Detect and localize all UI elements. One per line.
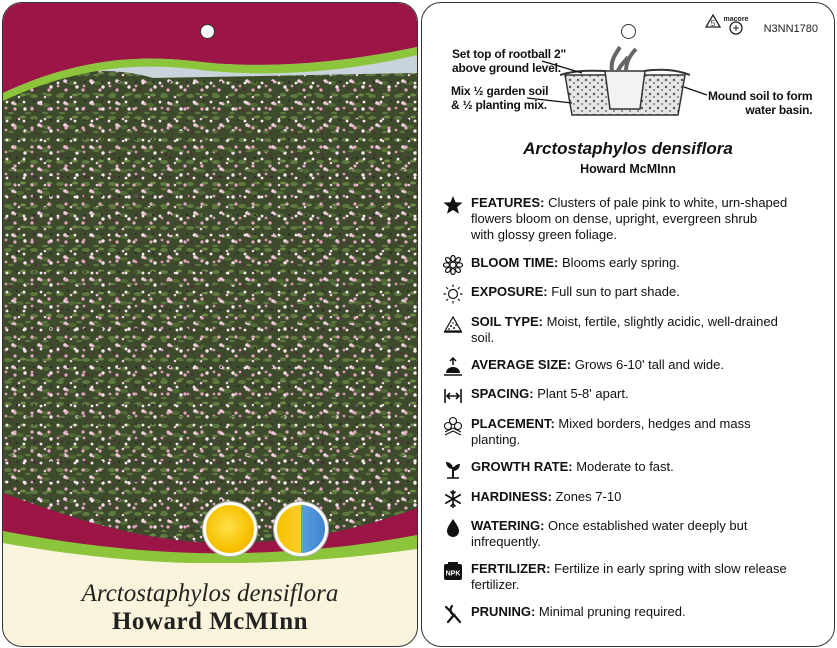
full-sun-icon xyxy=(203,502,257,556)
growth-rate-row: GROWTH RATE: Moderate to fast. xyxy=(443,459,823,475)
part-shade-icon xyxy=(274,502,328,556)
product-code: N3NN1780 xyxy=(763,23,818,35)
placement-icon xyxy=(443,416,463,436)
svg-text:macore: macore xyxy=(723,16,749,23)
average-size-row: AVERAGE SIZE: Grows 6-10' tall and wide. xyxy=(443,357,823,373)
placement-row: PLACEMENT: Mixed borders, hedges and mass planting. xyxy=(443,416,823,448)
soil-type-row: SOIL TYPE: Moist, fertile, slightly acidic, well-drained soil. xyxy=(443,314,823,346)
fertilizer-row: NPK FERTILIZER: Fertilize in early spring with slow release fertilizer. xyxy=(443,561,823,593)
back-tag xyxy=(421,2,835,647)
pruning-row: PRUNING: Minimal pruning required. xyxy=(443,604,823,620)
svg-text:NPK: NPK xyxy=(445,570,461,578)
exposure-row: EXPOSURE: Full sun to part shade. xyxy=(443,284,823,300)
growth-icon xyxy=(443,459,463,479)
size-icon xyxy=(443,357,463,377)
features-row: FEATURES: Clusters of pale pink to white, urn-shaped flowers bloom on dense, upright, evergreen shrub with glossy green foliage. xyxy=(443,195,823,243)
svg-text:5: 5 xyxy=(710,19,716,28)
spacing-row: SPACING: Plant 5-8' apart. xyxy=(443,386,823,402)
plant-photo xyxy=(3,3,417,563)
snowflake-icon xyxy=(443,489,463,509)
front-cultivar-name: Howard McMInn xyxy=(111,608,309,635)
front-scientific-name: Arctostaphylos densiflora xyxy=(81,580,339,607)
soil-icon xyxy=(443,314,463,334)
flower-icon xyxy=(443,255,463,275)
spacing-icon xyxy=(443,386,463,406)
sun-icon xyxy=(443,284,463,304)
watering-row: WATERING: Once established water deeply but infrequently. xyxy=(443,518,823,550)
hang-hole xyxy=(200,24,215,39)
front-tag xyxy=(2,2,418,647)
npk-icon xyxy=(443,561,463,581)
hardiness-row: HARDINESS: Zones 7-10 xyxy=(443,489,823,505)
water-drop-icon xyxy=(443,518,463,538)
back-cultivar-name: Howard McMInn xyxy=(580,162,676,176)
star-icon xyxy=(443,195,463,215)
planting-note-top: Set top of rootball 2" above ground level. xyxy=(452,47,566,75)
planting-note-right: Mound soil to form water basin. xyxy=(708,89,813,117)
bloom-time-row: BLOOM TIME: Blooms early spring. xyxy=(443,255,823,271)
planting-arrows xyxy=(422,3,834,133)
planting-note-left: Mix ½ garden soil & ½ planting mix. xyxy=(451,84,549,112)
back-scientific-name: Arctostaphylos densiflora xyxy=(523,139,733,158)
pruners-icon xyxy=(443,604,463,624)
